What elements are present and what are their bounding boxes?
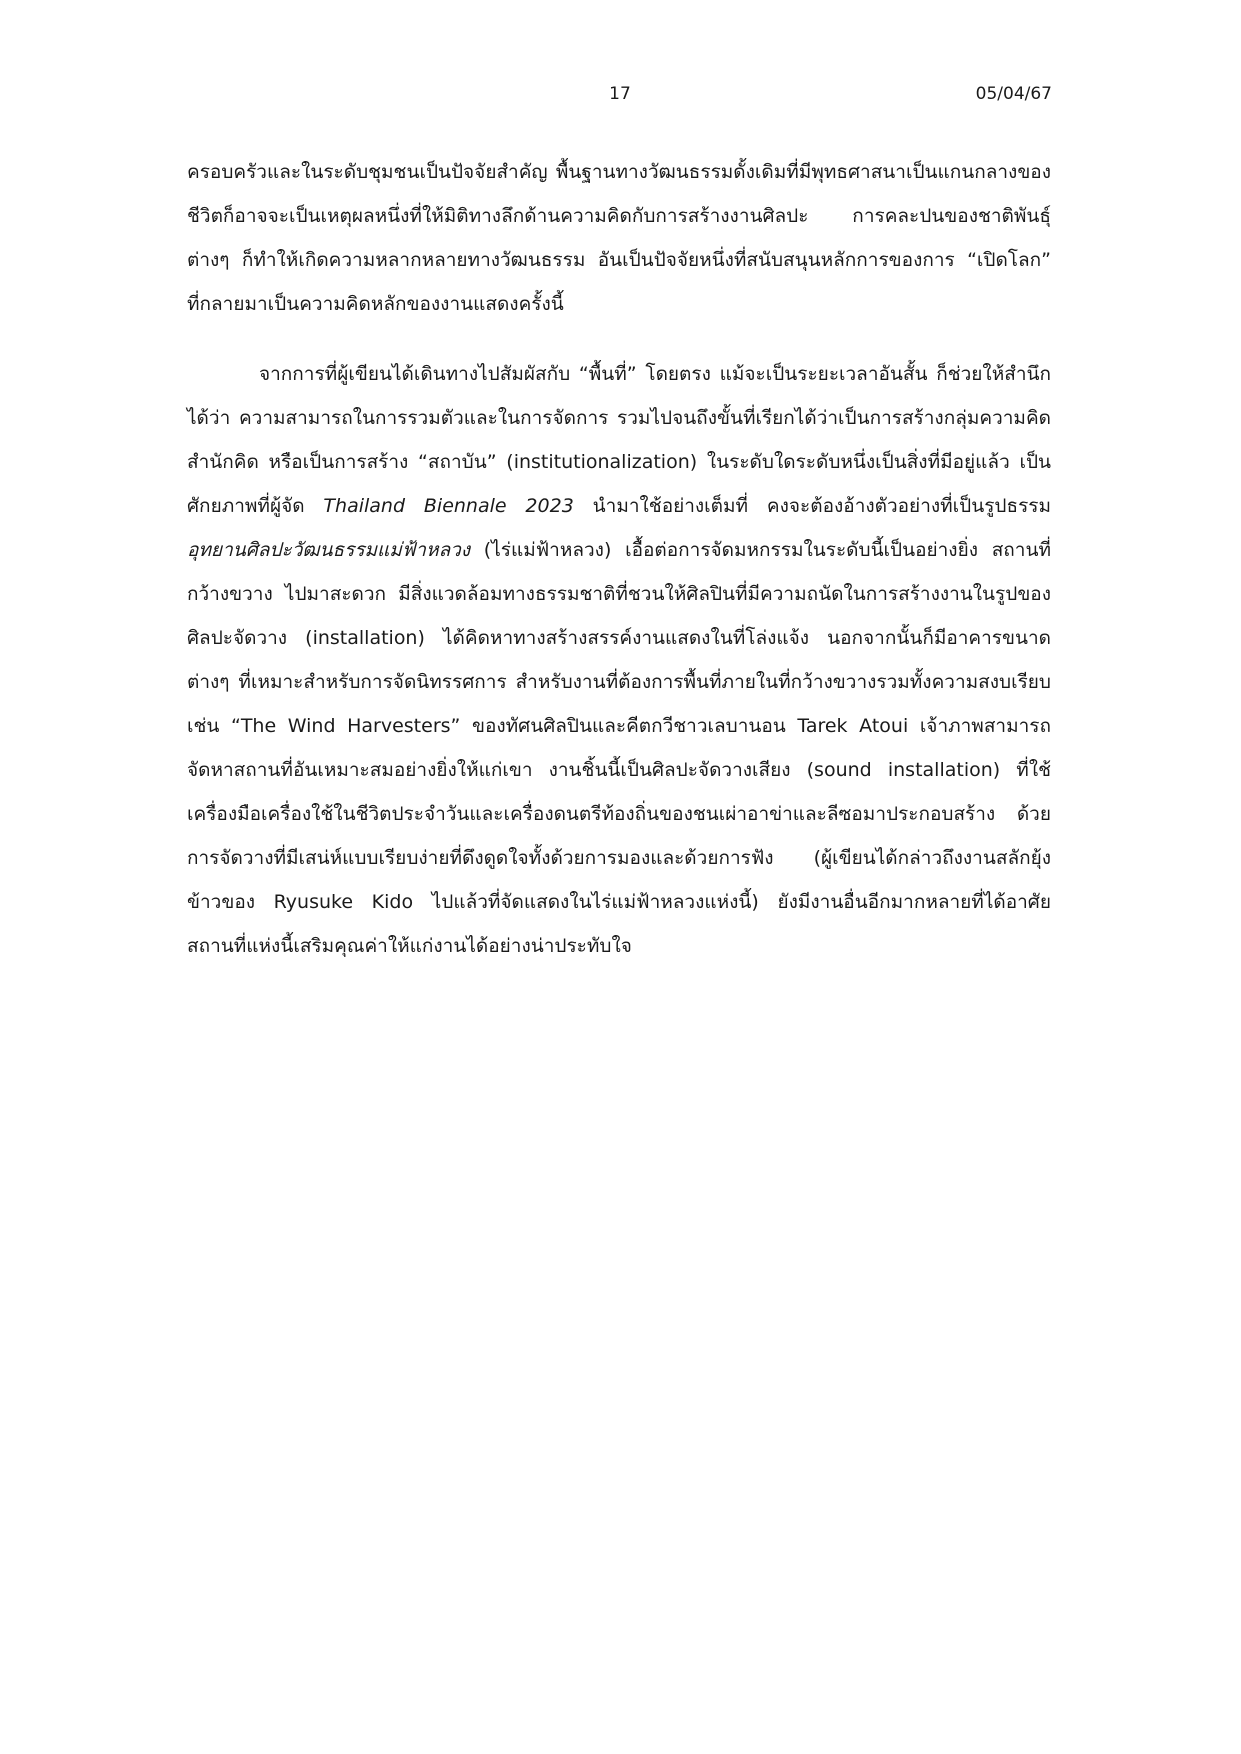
body-text xyxy=(187,150,1051,968)
paragraph-1: ครอบครัวและในระดับชุมชนเป็นปัจจัยสำคัญ พื้นฐานทางวัฒนธรรมดั้งเดิมที่มีพุทธศาสนาเป็นแกนกลางของชีวิตก็อาจจะเป็นเหตุผลหนึ่งที่ให้มิติทางลึกด้านความคิดกับการสร้างงานศิลปะ การคละปนของชาติพันธุ์ต่างๆ ก็ทำให้เกิดความหลากหลายทางวัฒนธรรม อันเป็นปัจจัยหนึ่งที่สนับสนุนหลักการของการ “เปิดโลก” ที่กลายมาเป็นความคิดหลักของงานแสดงครั้งนี้ xyxy=(187,161,1051,315)
page-number: 17 xyxy=(609,84,631,104)
paragraph-2-part-1: จากการที่ผู้เขียนได้เดินทางไปสัมผัสกับ “พื้นที่” โดยตรง แม้จะเป็นระยะเวลาอันสั้น ก็ช่วยให้สำนึกได้ว่า ความสามารถในการรวมตัวและในการจัดการ รวมไปจนถึงขั้นที่เรียกได้ว่าเป็นการสร้างกลุ่มความคิด สำนักคิด หรือเป็นการสร้าง “สถาบัน” (institutionalization) ในระดับใดระดับหนึ่งเป็นสิ่งที่มีอยู่แล้ว เป็นศักยภาพที่ผู้จัด xyxy=(187,363,1051,517)
venue-name: อุทยานศิลปะวัฒนธรรมแม่ฟ้าหลวง xyxy=(187,539,471,561)
paragraph-2 xyxy=(187,352,1051,968)
paragraph-2-part-3: (ไร่แม่ฟ้าหลวง) เอื้อต่อการจัดมหกรรมในระดับนี้เป็นอย่างยิ่ง สถานที่กว้างขวาง ไปมาสะดวก มีสิ่งแวดล้อมทางธรรมชาติที่ชวนให้ศิลปินที่มีความถนัดในการสร้างงานในรูปของศิลปะจัดวาง (installation) ได้คิดหาทางสร้างสรรค์งานแสดงในที่โล่งแจ้ง นอกจากนั้นก็มีอาคารขนาดต่างๆ ที่เหมาะสำหรับการจัดนิทรรศการ สำหรับงานที่ต้องการพื้นที่ภายในที่กว้างขวางรวมทั้งความสงบเรียบ เช่น “The Wind Harvesters” ของทัศนศิลปินและคีตกวีชาวเลบานอน Tarek Atoui เจ้าภาพสามารถจัดหาสถานที่อันเหมาะสมอย่างยิ่งให้แก่เขา งานชิ้นนี้เป็นศิลปะจัดวางเสียง (sound installation) ที่ใช้เครื่องมือเครื่องใช้ในชีวิตประจำวันและเครื่องดนตรีท้องถิ่นของชนเผ่าอาข่าและลีซอมาประกอบสร้าง ด้วยการจัดวางที่มีเสน่ห์แบบเรียบง่ายที่ดึงดูดใจทั้งด้วยการมองและด้วยการฟัง (ผู้เขียนได้กล่าวถึงงานสลักยุ้งข้าวของ Ryusuke Kido ไปแล้วที่จัดแสดงในไร่แม่ฟ้าหลวงแห่งนี้) ยังมีงานอื่นอีกมากหลายที่ได้อาศัยสถานที่แห่งนี้เสริมคุณค่าให้แก่งานได้อย่างน่าประทับใจ xyxy=(187,539,1051,957)
paragraph-2-part-2: นำมาใช้อย่างเต็มที่ คงจะต้องอ้างตัวอย่างที่เป็นรูปธรรม xyxy=(592,495,1052,517)
event-name: Thailand Biennale 2023 xyxy=(323,495,574,517)
page-date: 05/04/67 xyxy=(975,84,1052,104)
